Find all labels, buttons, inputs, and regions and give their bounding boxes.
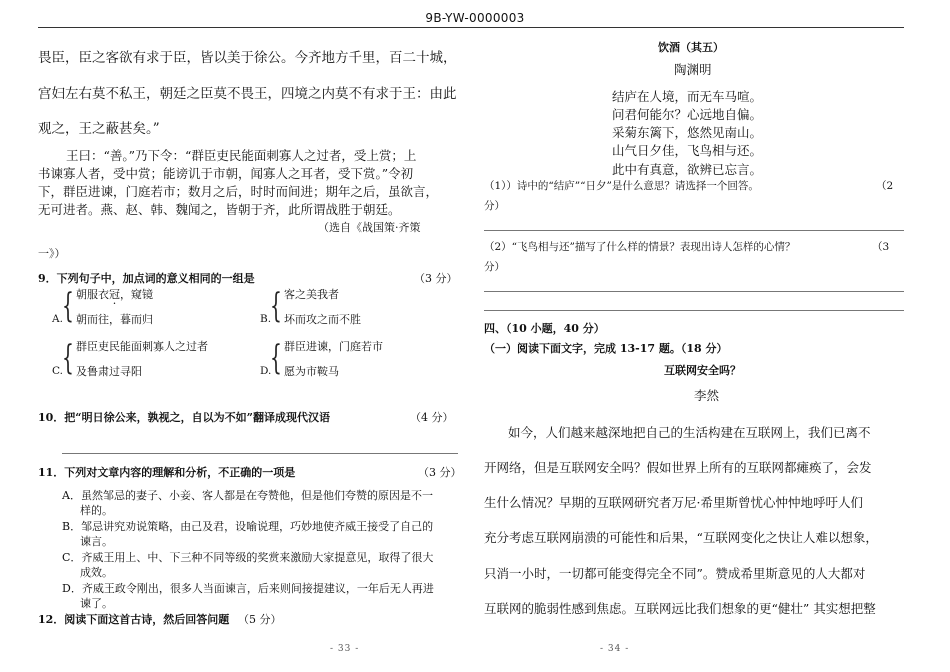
passage-line: 下，群臣进谏，门庭若市；数月之后，时时而间进；期年之后，虽欲言，	[38, 184, 439, 199]
option-b-cont: 谏言。	[80, 535, 113, 548]
question-9: 9．下列句子中，加点词的意义相同的一组是	[38, 272, 255, 285]
question-9-score: （3 分）	[414, 272, 458, 285]
question-10-score: （4 分）	[410, 411, 454, 424]
option-d-label: D.	[260, 365, 272, 377]
poem-author: 陶渊明	[674, 62, 712, 77]
question-12-score: （5 分）	[238, 613, 282, 626]
answer-line[interactable]	[484, 291, 904, 292]
option-a-label: A.	[52, 313, 63, 325]
option-b-line2: 坏而攻之而不胜	[284, 313, 361, 326]
article-line: 充分考虑互联网崩溃的可能性和后果，“互联网变化之快让人难以想象，	[484, 530, 878, 545]
article-line: 如今，人们越来越深地把自己的生活构建在互联网上，我们已离不	[508, 425, 871, 440]
poem-line: 此中有真意，欲辨已忘言。	[612, 162, 763, 177]
sub-question-1-score-cont: 分）	[484, 200, 505, 212]
poem-title: 饮酒（其五）	[658, 41, 724, 54]
article-author: 李然	[694, 388, 720, 403]
option-d-line1: 群臣进谏，门庭若市	[284, 340, 383, 353]
poem-line: 结庐在人境，而无车马喧。	[612, 89, 763, 104]
source-citation-cont: 一》）	[38, 247, 66, 260]
option-d-line2: 愿为市鞍马	[284, 365, 339, 378]
section-4-heading: 四、（10 小题，40 分）	[484, 322, 605, 335]
option-a-line1: 朝服衣冠，窥镜 ·	[76, 286, 153, 302]
poem-line: 山气日夕佳，飞鸟相与还。	[612, 143, 763, 158]
option-c: C．齐威王用上、中、下三种不同等级的奖赏来激励大家提意见，取得了很大	[62, 551, 434, 564]
passage-line: 无可进者。燕、赵、韩、魏闻之，皆朝于齐，此所谓战胜于朝廷。	[38, 202, 401, 217]
sub-question-1-score: （2	[876, 180, 894, 192]
option-a-line2: 朝而往，暮而归	[76, 313, 153, 326]
option-a: A．虽然邹忌的妻子、小妾、客人都是在夸赞他，但是他们夸赞的原因是不一	[62, 489, 433, 502]
answer-line[interactable]	[484, 310, 904, 311]
option-c-line2: 及鲁肃过寻阳	[76, 365, 142, 378]
option-c-label: C.	[52, 365, 63, 377]
passage-line: 王曰：“善。”乃下令：“群臣吏民能面刺寡人之过者，受上赏；上	[66, 148, 417, 163]
passage-line: 书谏寡人者，受中赏；能谤讥于市朝，闻寡人之耳者，受下赏。”令初	[38, 166, 414, 181]
option-b-label: B.	[260, 313, 272, 325]
sub-question-1: （1））诗中的“结庐”“日夕”是什么意思？请选择一个回答。	[484, 180, 759, 192]
sub-question-2-score-cont: 分）	[484, 261, 505, 273]
poem-line: 采菊东篱下，悠然见南山。	[612, 125, 763, 140]
passage-line: 观之，王之蔽甚矣。”	[38, 121, 160, 137]
answer-line[interactable]	[484, 230, 904, 231]
brace-icon: {	[270, 286, 282, 326]
option-a-cont: 样的。	[80, 504, 113, 517]
article-line: 生什么情况？早期的互联网研究者万尼·希里斯曾忧心忡忡地呼吁人们	[484, 495, 863, 510]
brace-icon: {	[62, 286, 74, 326]
option-d: D．齐威王政令刚出，很多人当面谏言，后来则间接提建议，一年后无人再进	[62, 582, 434, 595]
sub-question-2-score: （3	[872, 241, 890, 253]
sub-question-2: （2）“飞鸟相与还”描写了什么样的情景？表现出诗人怎样的心情？	[484, 241, 796, 253]
passage-line: 畏臣，臣之客欲有求于臣，皆以美于徐公。今齐地方千里，百二十城，	[38, 50, 457, 66]
option-b: B．邹忌讲究劝说策略，由己及君，设喻说理，巧妙地使齐威王接受了自己的	[62, 520, 434, 533]
part-1-heading: （一）阅读下面文字，完成 13-17 题。（18 分）	[484, 342, 728, 355]
source-citation: （选自《战国策·齐策	[318, 221, 421, 234]
brace-icon: {	[62, 338, 74, 378]
answer-line[interactable]	[62, 453, 458, 454]
article-line: 互联网的脆弱性感到焦虑。互联网远比我们想象的更“健壮” 其实想把整	[484, 601, 876, 616]
question-11-score: （3 分）	[418, 466, 462, 479]
question-12: 12．阅读下面这首古诗，然后回答问题	[38, 613, 230, 626]
article-line: 开网络，但是互联网安全吗？假如世界上所有的互联网都瘫痪了，会发	[484, 460, 872, 475]
article-line: 只消一小时，一切都可能变得完全不同”。赞成希里斯意见的人大都对	[484, 566, 866, 581]
page-number: - 33 -	[330, 644, 360, 654]
option-b-line1: 客之美我者	[284, 288, 339, 301]
option-c-cont: 成效。	[80, 566, 113, 579]
question-10: 10．把“明日徐公来，孰视之，自以为不如”翻译成现代汉语	[38, 411, 330, 424]
poem-line: 问君何能尔？心远地自偏。	[612, 107, 763, 122]
page-number: - 34 -	[600, 644, 630, 654]
option-c-line1: 群臣吏民能面刺寡人之过者	[76, 340, 208, 353]
article-title: 互联网安全吗？	[664, 364, 741, 377]
passage-line: 宫妇左右莫不私王，朝廷之臣莫不畏王，四境之内莫不有求于王：由此	[38, 86, 457, 102]
brace-icon: {	[270, 338, 282, 378]
header-rule	[38, 27, 904, 28]
document-id-header: 9B-YW-0000003	[425, 11, 525, 25]
option-d-cont: 谏了。	[80, 597, 113, 610]
question-11: 11．下列对文章内容的理解和分析，不正确的一项是	[38, 466, 296, 479]
